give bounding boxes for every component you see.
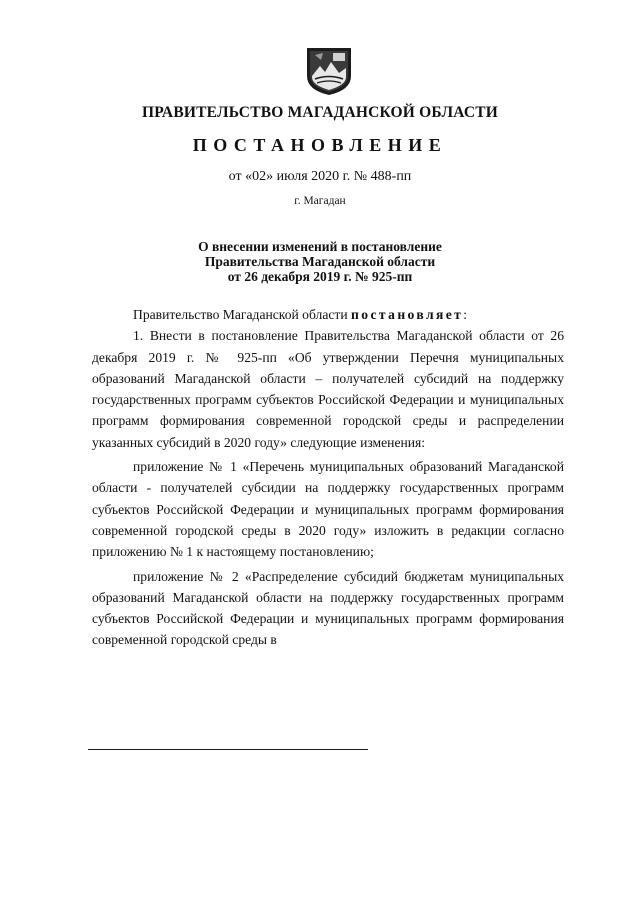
change-1-paragraph: приложение № 1 «Перечень муниципальных образований Магаданской области - получателей субсидии на поддержку государственных программ субъектов Российской Федерации и муниципальных программ формирования современной городской среды в 2020 году» изложить в редакции согласно приложению № 1 к настоящему постановлению; xyxy=(92,459,564,560)
item-1-paragraph: 1. Внести в постановление Правительства Магаданской области от 26 декабря 2019 г. № 925-пп «Об утверждении Перечня муниципальных образований Магаданской области – получателей субсидий на поддержку государственных программ субъектов Российской Федерации и муниципальных программ формирования современной городской среды и распределении указанных субсидий в 2020 году» следующие изменения: xyxy=(92,328,564,450)
intro-suffix: : xyxy=(463,307,468,322)
government-name: ПРАВИТЕЛЬСТВО МАГАДАНСКОЙ ОБЛАСТИ xyxy=(141,104,499,121)
intro-paragraph xyxy=(92,304,564,325)
intro-prefix: Правительство Магаданской области xyxy=(133,307,352,322)
document-body xyxy=(92,304,564,651)
document-type: ПОСТАНОВЛЕНИЕ xyxy=(192,135,448,155)
document-city: г. Магадан xyxy=(294,195,346,207)
coat-of-arms-icon xyxy=(303,46,355,96)
subject-line-2: Правительства Магаданской области xyxy=(204,254,436,269)
subject-line-3: от 26 декабря 2019 г. № 925-пп xyxy=(227,269,413,284)
intro-keyword: постановляет xyxy=(351,307,464,322)
document-date-number: от «02» июля 2020 г. № 488-пп xyxy=(228,169,412,184)
document-subject xyxy=(0,239,640,284)
footer-divider xyxy=(88,749,368,750)
subject-line-1: О внесении изменений в постановление xyxy=(198,239,442,254)
change-2-paragraph: приложение № 2 «Распределение субсидий бюджетам муниципальных образований Магаданской области на поддержку государственных программ субъектов Российской Федерации и муниципальных программ формирования современной городской среды в xyxy=(92,568,564,648)
